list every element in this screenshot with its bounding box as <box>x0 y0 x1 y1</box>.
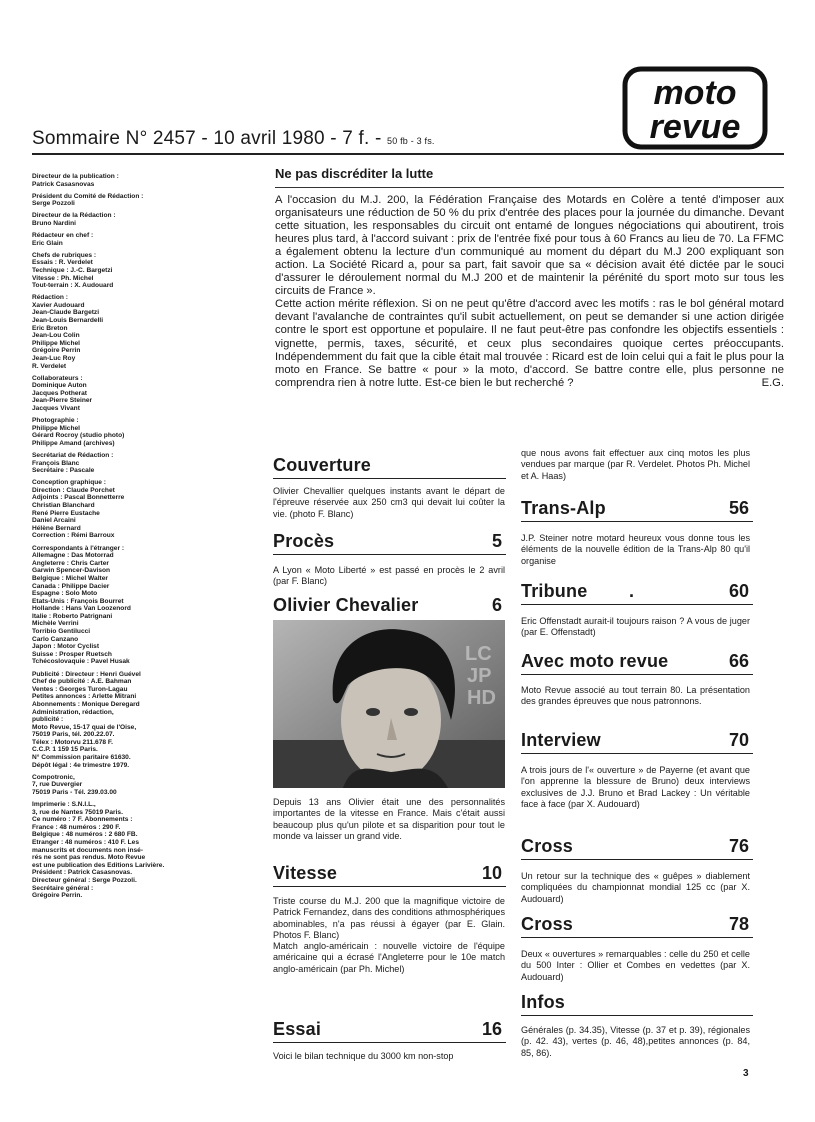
masthead-line: Etats-Unis : François Bourret <box>32 597 124 605</box>
masthead-line: Chefs de rubriques : <box>32 251 97 259</box>
masthead-line: Secrétariat de Rédaction : <box>32 452 114 459</box>
section-page-number: 66 <box>728 651 749 671</box>
section-title: Couverture <box>273 455 372 475</box>
section-header-chevalier <box>273 594 506 618</box>
editorial-title: Ne pas discréditer la lutte <box>275 166 434 181</box>
masthead-group <box>32 545 254 667</box>
masthead-line: Etranger : 48 numéros : 410 F. Les <box>32 839 140 846</box>
masthead-group <box>32 479 254 540</box>
masthead-line: Essais : R. Verdelet <box>32 259 93 267</box>
issue-line: Sommaire N° 2457 - 10 avril 1980 - 7 f. - <box>32 128 382 149</box>
masthead-line: France : 48 numéros : 290 F. <box>32 823 121 831</box>
masthead-line: Correspondants à l'étranger : <box>32 544 125 552</box>
masthead-line: Abonnements : Monique Deregard <box>32 700 140 708</box>
section-title: Olivier Chevalier <box>273 595 419 615</box>
masthead-line: Directeur de la Rédaction : <box>32 212 116 220</box>
masthead-line: Suisse : Prosper Ruetsch <box>32 650 112 658</box>
section-page-number: 16 <box>481 1019 502 1039</box>
section-header-vitesse <box>273 862 506 887</box>
section-text-interview: A trois jours de l'« ouverture » de Payerne (et avant que l'on apprenne la blessure de Bruno) deux interviews exclusives de J.J. Bruno et Brad Lackey : Un véritable face à face (par X. Audouard) <box>521 765 750 809</box>
section-title: Avec moto revue <box>521 651 669 671</box>
section-title: Cross <box>521 914 574 934</box>
masthead-line: Michèle Verrini <box>32 620 79 628</box>
masthead-line: Collaborateurs : <box>32 374 83 382</box>
section-page-number: 76 <box>728 836 749 856</box>
masthead-line: Président : Patrick Casasnovas. <box>32 869 133 877</box>
masthead-line: Photographie : <box>32 417 79 425</box>
masthead-line: Secrétaire général : <box>32 884 94 892</box>
masthead-line: Eric Breton <box>32 324 68 332</box>
editorial-body <box>275 194 784 390</box>
masthead-line: Belgique : 48 numéros : 2 680 FB. <box>32 831 138 839</box>
masthead-line: Compotronic, <box>32 773 75 781</box>
logo-word-revue: revue <box>649 108 741 146</box>
section-text-transalp: J.P. Steiner notre motard heureux vous donne tous les éléments de la nouvelle édition de la Trans-Alp 80 qu'il organise <box>521 533 750 566</box>
section-title: Vitesse <box>273 863 338 883</box>
masthead-line: Hélène Bernard <box>32 524 81 532</box>
masthead-line: Jean-Pierre Steiner <box>32 397 93 405</box>
masthead-line: 3, rue de Nantes 75019 Paris. <box>32 808 123 816</box>
masthead-group <box>32 774 254 797</box>
masthead-line: Serge Pozzoli <box>32 200 75 208</box>
masthead-line: Gérard Rocroy (studio photo) <box>32 432 125 440</box>
masthead-line: René Pierre Eustache <box>32 509 100 517</box>
masthead-line: Ce numéro : 7 F. Abonnements : <box>32 816 133 824</box>
masthead-line: Allemagne : Das Motorrad <box>32 552 114 560</box>
section-text-tribune: Eric Offenstadt aurait-il toujours raison ? A vous de juger (par E. Offenstadt) <box>521 616 750 638</box>
section-header-essai <box>273 1018 506 1043</box>
masthead-line: Daniel Arcaini <box>32 517 76 525</box>
svg-text:LC: LC <box>465 643 492 665</box>
section-header-infos <box>521 991 753 1016</box>
masthead-line: Espagne : Solo Moto <box>32 590 98 598</box>
masthead-line: Directeur général : Serge Pozzoli. <box>32 876 137 884</box>
masthead-line: Imprimerie : S.N.I.L., <box>32 801 96 809</box>
masthead-line: Japon : Motor Cyclist <box>32 643 100 651</box>
header-rule <box>32 153 784 155</box>
section-header-avec-moto-revue <box>521 650 753 675</box>
masthead-line: rés ne sont pas rendus. Moto Revue <box>32 854 146 862</box>
masthead-line: C.C.P. 1 159 15 Paris. <box>32 746 98 754</box>
editorial-paragraph: A l'occasion du M.J. 200, la Fédération Française des Motards en Colère a tenté d'imposer aux organisateurs une réduction de 50 % du prix d'entrée des places pour la journée du dimanche. Devant cette situation, les responsables du circuit ont entamé de longues négociations qui aboutirent, trois heures plus tard, à l'accord suivant : prix de l'entrée fixé pour tous à 60 Francs au lieu de 70. La FFMC a également obtenu la lecture d'un communiqué au moment du départ du M.J 200 expliquant son action. La Société Ricard a, pour sa part, fait savoir que sa « décision avait été dictée par le souci d'assurer le déroulement normal du M.J 200 et de maintenir la pérénité du sport moto sur tous les circuits de France ». <box>275 194 784 298</box>
masthead-line: Direction : Claude Porchet <box>32 486 115 494</box>
editorial-paragraph: Cette action mérite réflexion. Si on ne peut qu'être d'accord avec les motifs : ras le bol général motard devant l'avalanche de contraintes qu'il subit actuellement, on peut se demander si une action dirigée contre le sport est opportune et populaire. Il ne faut peut-être pas confondre les objectifs essentiels : vignette, permis, taxes, sécurité, et ceux plus secondaires quoique certes préoccupants. Indépendemment du fait que la cible était mal trouvée : Ricard est de loin celui qui a fait le plus pour la moto en France. Se battre « pour » la moto, d'accord. Se battre contre elle, plus personne ne comprendra rien à notre lutte. Est-ce bien le but recherché ? E.G. <box>275 298 784 389</box>
masthead-line: 7, rue Duvergier <box>32 781 83 789</box>
section-text-continuation: que nous avons fait effectuer aux cinq motos les plus vendues par marque (par R. Verdelet. Photos Ph. Michel et A. Haas) <box>521 448 750 481</box>
masthead-line: Administration, rédaction, <box>32 708 114 716</box>
section-title: Cross <box>521 836 574 856</box>
editorial-rule <box>275 187 784 188</box>
masthead-line: Chef de publicité : A.E. Bahman <box>32 678 132 686</box>
section-text-chevalier: Depuis 13 ans Olivier était une des personnalités importantes de la vitesse en France. Mais c'était aussi beaucoup plus qu'un pilote et sa disparition pour tout le monde va laisser un grand vide. <box>273 797 505 841</box>
section-header-tribune <box>521 580 753 605</box>
section-mark: . <box>629 581 635 601</box>
masthead-line: manuscrits et documents non insé- <box>32 846 144 854</box>
section-title: Trans-Alp <box>521 498 606 518</box>
issue-price-foreign: 50 fb - 3 fs. <box>386 136 435 146</box>
section-text-vitesse: Triste course du M.J. 200 que la magnifique victoire de Patrick Fernandez, dans des conditions athmosphériques abominables, n'a pas réussi à égayer (par E. Glain. Photos F. Blanc) Match anglo-américain : nouvelle victoire de l'équipe américaine qui a écrasé l'Angleterre pour le 10e match anglo-américain (par Ph. Michel) <box>273 896 505 974</box>
section-title: Infos <box>521 992 565 1012</box>
masthead-line: Hollande : Hans Van Loozenord <box>32 605 131 613</box>
masthead-line: R. Verdelet <box>32 362 67 370</box>
masthead-group <box>32 671 254 770</box>
masthead-line: Adjoints : Pascal Bonnetterre <box>32 494 125 502</box>
section-text-proces: A Lyon « Moto Liberté » est passé en procès le 2 avril (par F. Blanc) <box>273 565 505 587</box>
section-page-number: 6 <box>491 595 502 615</box>
section-title: Interview <box>521 730 601 750</box>
section-page-number: 10 <box>481 863 502 883</box>
masthead-line: Vitesse : Ph. Michel <box>32 274 94 282</box>
section-page-number: 60 <box>728 581 749 601</box>
section-header-proces <box>273 530 506 555</box>
page-number: 3 <box>743 1068 749 1079</box>
masthead-line: Jean-Claude Bargetzi <box>32 309 100 317</box>
section-text-couverture: Olivier Chevallier quelques instants avant le départ de l'épreuve réservée aux 250 cm3 qui devait lui coûter la vie. (photo F. Blanc) <box>273 486 505 519</box>
masthead-line: Rédaction : <box>32 294 68 302</box>
svg-text:HD: HD <box>467 687 496 709</box>
masthead-line: Carlo Canzano <box>32 635 79 643</box>
masthead-line: Jean-Luc Roy <box>32 354 76 362</box>
masthead-line: Belgique : Michel Walter <box>32 574 108 582</box>
section-text-cross-76: Un retour sur la technique des « guêpes » diablement compliquées du championnat mondial 125 cc (par X. Audouard) <box>521 871 750 904</box>
masthead-group <box>32 252 254 290</box>
svg-text:JP: JP <box>467 665 492 687</box>
masthead-line: Grégoire Perrin <box>32 347 81 355</box>
masthead-line: Italie : Roberto Patrignani <box>32 612 113 620</box>
section-header-cross-78 <box>521 913 753 938</box>
masthead-line: Torribio Gentilucci <box>32 628 91 636</box>
masthead-line: Grégoire Perrin. <box>32 892 83 900</box>
masthead-line: Dépôt légal : 4e trimestre 1979. <box>32 761 130 769</box>
masthead-group <box>32 294 254 370</box>
masthead-group <box>32 801 254 900</box>
masthead-line: Petites annonces : Arlette Mitrani <box>32 693 137 701</box>
masthead-line: Tout-terrain : X. Audouard <box>32 282 114 290</box>
section-page-number: 70 <box>728 730 749 750</box>
section-title: Tribune <box>521 581 588 601</box>
masthead-credits <box>32 173 254 904</box>
editorial-signature: E.G. <box>761 376 784 389</box>
masthead-line: Angleterre : Chris Carter <box>32 559 109 567</box>
masthead-line: Garwin Spencer-Davison <box>32 567 111 575</box>
masthead-line: Rédacteur en chef : <box>32 232 94 240</box>
section-header-couverture <box>273 454 506 479</box>
masthead-line: Ventes : Georges Turon-Lagau <box>32 685 128 693</box>
portrait-photo-icon <box>273 620 505 788</box>
masthead-line: Tchécoslovaquie : Pavel Husak <box>32 658 130 666</box>
section-header-transalp <box>521 497 753 522</box>
masthead-line: Correction : Rémi Barroux <box>32 532 115 540</box>
masthead-line: Directeur de la publication : <box>32 173 119 180</box>
masthead-line: Eric Glain <box>32 239 63 247</box>
issue-header <box>32 128 435 150</box>
masthead-line: Christian Blanchard <box>32 502 95 510</box>
moto-revue-logo <box>622 66 768 150</box>
masthead-line: Technique : J.-C. Bargetzi <box>32 266 113 274</box>
section-page-number: 5 <box>491 531 502 551</box>
section-header-cross-76 <box>521 835 753 860</box>
masthead-line: Philippe Amand (archives) <box>32 439 115 447</box>
masthead-group <box>32 193 254 208</box>
masthead-line: Jean-Lou Colin <box>32 332 80 340</box>
masthead-line: Secrétaire : Pascale <box>32 467 95 475</box>
section-title: Essai <box>273 1019 322 1039</box>
masthead-line: Philippe Michel <box>32 339 80 347</box>
masthead-group <box>32 375 254 413</box>
masthead-line: Jean-Louis Bernardelli <box>32 317 104 324</box>
section-text-avec-moto-revue: Moto Revue associé au tout terrain 80. La présentation des grandes épreuves que nous patronnons. <box>521 685 750 707</box>
section-header-interview <box>521 729 753 754</box>
masthead-group <box>32 173 254 188</box>
masthead-line: Bruno Nardini <box>32 219 76 227</box>
section-page-number: 56 <box>728 498 749 518</box>
section-text-infos: Générales (p. 34.35), Vitesse (p. 37 et p. 39), régionales (p. 42. 43), vertes (p. 46, 48),petites annonces (p. 84, 85, 86). <box>521 1025 750 1058</box>
section-text-cross-78: Deux « ouvertures » remarquables : celle du 250 et celle du 500 Inter : Ollier et Combes en vedettes (par X. Audouard) <box>521 949 750 982</box>
logo-word-moto: moto <box>653 74 737 112</box>
masthead-line: Patrick Casasnovas <box>32 180 95 188</box>
masthead-line: François Blanc <box>32 459 80 467</box>
masthead-line: Conception graphique : <box>32 479 106 487</box>
masthead-group <box>32 232 254 247</box>
masthead-line: Président du Comité de Rédaction : <box>32 192 144 200</box>
section-page-number: 78 <box>728 914 749 934</box>
section-text-essai: Voici le bilan technique du 3000 km non-stop <box>273 1051 454 1061</box>
masthead-line: Télex : Motorvu 211.678 F. <box>32 738 113 746</box>
masthead-group <box>32 417 254 447</box>
masthead-line: Jacques Potherat <box>32 389 87 397</box>
masthead-line: publicité : <box>32 716 64 724</box>
masthead-line: Xavier Audouard <box>32 301 85 309</box>
masthead-line: Jacques Vivant <box>32 405 80 413</box>
masthead-line: 75019 Paris, tél. 200.22.07. <box>32 731 115 739</box>
masthead-line: 75019 Paris - Tél. 239.03.00 <box>32 788 117 796</box>
masthead-group <box>32 452 254 475</box>
section-title: Procès <box>273 531 335 551</box>
masthead-line: N° Commission paritaire 61630. <box>32 754 131 762</box>
masthead-line: Dominique Auton <box>32 382 87 390</box>
masthead-line: Canada : Philippe Dacier <box>32 582 110 590</box>
masthead-group <box>32 212 254 227</box>
masthead-line: Publicité : Directeur : Henri Guével <box>32 670 141 678</box>
masthead-line: Moto Revue, 15-17 quai de l'Oise, <box>32 723 137 731</box>
masthead-line: Philippe Michel <box>32 424 80 432</box>
masthead-line: est une publication des Editions Larivière. <box>32 861 165 869</box>
